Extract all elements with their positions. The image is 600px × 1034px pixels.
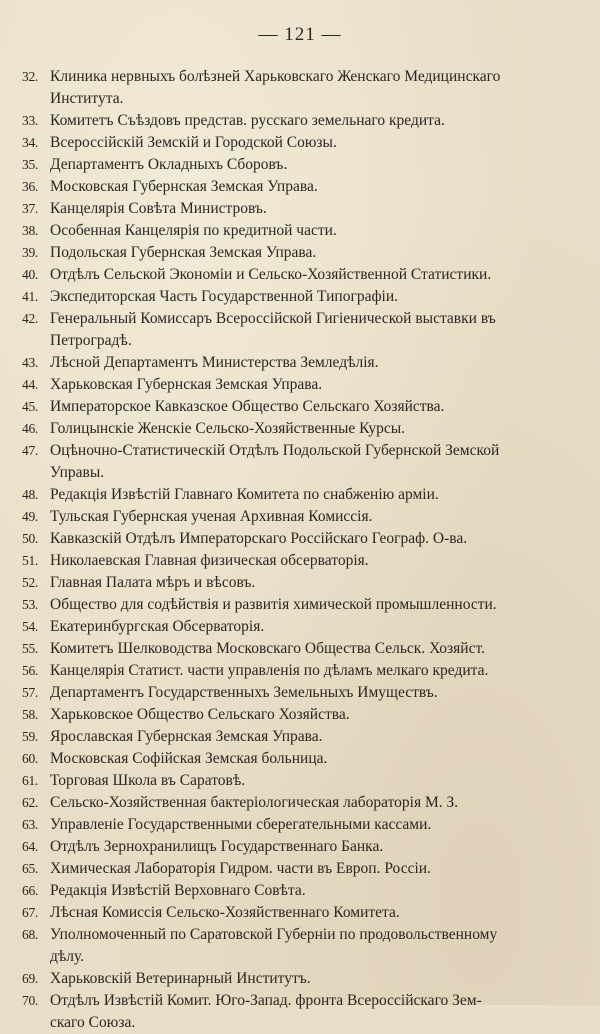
item-number: 68. bbox=[22, 927, 38, 942]
item-number: 62. bbox=[22, 795, 38, 810]
list-item bbox=[22, 924, 568, 968]
item-number: 33. bbox=[22, 113, 38, 128]
list-item bbox=[22, 396, 568, 418]
item-text: Уполномоченный по Саратовской Губерніи по продовольственному дѣлу. bbox=[50, 926, 498, 965]
item-number: 54. bbox=[22, 619, 38, 634]
item-text: Канцелярія Статист. части управленія по дѣламъ мелкаго кредита. bbox=[50, 662, 489, 679]
item-text: Николаевская Главная физическая обсерваторія. bbox=[50, 552, 369, 569]
item-number: 37. bbox=[22, 201, 38, 216]
list-item bbox=[22, 484, 568, 506]
item-text: Кавказскій Отдѣлъ Императорскаго Россійскаго Географ. О-ва. bbox=[50, 530, 468, 547]
item-number: 41. bbox=[22, 289, 38, 304]
list-item bbox=[22, 660, 568, 682]
list-item bbox=[22, 704, 568, 726]
item-text: Лѣсной Департаментъ Министерства Земледѣлія. bbox=[50, 354, 379, 371]
list-item bbox=[22, 176, 568, 198]
list-item bbox=[22, 550, 568, 572]
item-number: 39. bbox=[22, 245, 38, 260]
list-item bbox=[22, 880, 568, 902]
list-item bbox=[22, 418, 568, 440]
list-item bbox=[22, 286, 568, 308]
list-item bbox=[22, 638, 568, 660]
item-text: Химическая Лабораторія Гидром. части въ Европ. Россіи. bbox=[50, 860, 431, 877]
item-text: Всероссійскій Земскій и Городской Союзы. bbox=[50, 134, 337, 151]
list-item bbox=[22, 132, 568, 154]
list-item bbox=[22, 726, 568, 748]
item-text: Ярославская Губернская Земская Управа. bbox=[50, 728, 323, 745]
institution-list bbox=[22, 66, 568, 1034]
list-item bbox=[22, 814, 568, 836]
list-item bbox=[22, 902, 568, 924]
item-text: Харьковское Общество Сельскаго Хозяйства. bbox=[50, 706, 350, 723]
item-number: 63. bbox=[22, 817, 38, 832]
item-text: Общество для содѣйствія и развитія химической промышленности. bbox=[50, 596, 497, 613]
list-item bbox=[22, 858, 568, 880]
item-text: Московская Губернская Земская Управа. bbox=[50, 178, 318, 195]
item-number: 51. bbox=[22, 553, 38, 568]
item-number: 42. bbox=[22, 311, 38, 326]
item-text: Сельско-Хозяйственная бактеріологическая лабораторія М. З. bbox=[50, 794, 459, 811]
item-number: 46. bbox=[22, 421, 38, 436]
item-number: 57. bbox=[22, 685, 38, 700]
item-text: Экспедиторская Часть Государственной Типографіи. bbox=[50, 288, 398, 305]
list-item bbox=[22, 968, 568, 990]
item-number: 58. bbox=[22, 707, 38, 722]
page-number: — 121 — bbox=[258, 24, 342, 45]
item-number: 66. bbox=[22, 883, 38, 898]
item-number: 48. bbox=[22, 487, 38, 502]
item-text: Голицынскіе Женскіе Сельско-Хозяйственные Курсы. bbox=[50, 420, 406, 437]
list-item bbox=[22, 616, 568, 638]
list-item bbox=[22, 682, 568, 704]
item-number: 49. bbox=[22, 509, 38, 524]
item-text: Особенная Канцелярія по кредитной части. bbox=[50, 222, 337, 239]
item-number: 59. bbox=[22, 729, 38, 744]
list-item bbox=[22, 770, 568, 792]
item-number: 47. bbox=[22, 443, 38, 458]
list-item bbox=[22, 110, 568, 132]
item-number: 69. bbox=[22, 971, 38, 986]
item-text: Генеральный Комиссаръ Всероссійской Гигіенической выставки въ Петроградѣ. bbox=[50, 310, 496, 349]
item-text: Харьковскій Ветеринарный Институтъ. bbox=[50, 970, 311, 987]
list-item bbox=[22, 528, 568, 550]
item-text: Подольская Губернская Земская Управа. bbox=[50, 244, 317, 261]
item-text: Московская Софійская Земская больница. bbox=[50, 750, 328, 767]
item-text: Харьковская Губернская Земская Управа. bbox=[50, 376, 323, 393]
item-text: Лѣсная Комиссія Сельско-Хозяйственнаго Комитета. bbox=[50, 904, 400, 921]
list-item bbox=[22, 264, 568, 286]
item-text: Комитетъ Съѣздовъ представ. русскаго земельнаго кредита. bbox=[50, 112, 445, 129]
item-text: Отдѣлъ Сельской Экономіи и Сельско-Хозяйственной Статистики. bbox=[50, 266, 492, 283]
list-item bbox=[22, 506, 568, 528]
item-text: Отдѣлъ Извѣстій Комит. Юго-Запад. фронта Всероссійскаго Зем- скаго Союза. bbox=[50, 992, 482, 1031]
item-number: 53. bbox=[22, 597, 38, 612]
item-number: 32. bbox=[22, 69, 38, 84]
list-item bbox=[22, 594, 568, 616]
list-item bbox=[22, 792, 568, 814]
list-item bbox=[22, 220, 568, 242]
list-item bbox=[22, 154, 568, 176]
list-item bbox=[22, 198, 568, 220]
item-text: Тульская Губернская ученая Архивная Комиссія. bbox=[50, 508, 373, 525]
item-number: 60. bbox=[22, 751, 38, 766]
item-number: 50. bbox=[22, 531, 38, 546]
item-number: 43. bbox=[22, 355, 38, 370]
item-text: Департаментъ Окладныхъ Сборовъ. bbox=[50, 156, 288, 173]
item-text: Комитетъ Шелководства Московскаго Общества Сельск. Хозяйст. bbox=[50, 640, 485, 657]
list-item bbox=[22, 748, 568, 770]
item-number: 34. bbox=[22, 135, 38, 150]
item-number: 61. bbox=[22, 773, 38, 788]
item-text: Клиника нервныхъ болѣзней Харьковскаго Женскаго Медицинскаго Института. bbox=[50, 68, 501, 107]
item-number: 45. bbox=[22, 399, 38, 414]
item-text: Отдѣлъ Зернохранилищъ Государственнаго Банка. bbox=[50, 838, 384, 855]
list-item bbox=[22, 836, 568, 858]
item-number: 52. bbox=[22, 575, 38, 590]
item-number: 70. bbox=[22, 993, 38, 1008]
list-item bbox=[22, 440, 568, 484]
item-text: Торговая Школа въ Саратовѣ. bbox=[50, 772, 246, 789]
item-text: Редакція Извѣстій Главнаго Комитета по снабженію арміи. bbox=[50, 486, 439, 503]
item-text: Оцѣночно-Статистическій Отдѣлъ Подольской Губернской Земской Управы. bbox=[50, 442, 500, 481]
item-text: Екатеринбургская Обсерваторія. bbox=[50, 618, 265, 635]
list-item bbox=[22, 352, 568, 374]
item-number: 55. bbox=[22, 641, 38, 656]
item-text: Департаментъ Государственныхъ Земельныхъ Имуществъ. bbox=[50, 684, 438, 701]
list-item bbox=[22, 990, 568, 1034]
item-text: Главная Палата мѣръ и вѣсовъ. bbox=[50, 574, 256, 591]
item-number: 64. bbox=[22, 839, 38, 854]
list-item bbox=[22, 572, 568, 594]
item-text: Управленіе Государственными сберегательными кассами. bbox=[50, 816, 432, 833]
item-number: 40. bbox=[22, 267, 38, 282]
item-number: 44. bbox=[22, 377, 38, 392]
item-number: 35. bbox=[22, 157, 38, 172]
list-item bbox=[22, 242, 568, 264]
list-item bbox=[22, 374, 568, 396]
item-text: Канцелярія Совѣта Министровъ. bbox=[50, 200, 267, 217]
item-text: Редакція Извѣстій Верховнаго Совѣта. bbox=[50, 882, 306, 899]
item-number: 38. bbox=[22, 223, 38, 238]
item-number: 65. bbox=[22, 861, 38, 876]
item-text: Императорское Кавказское Общество Сельскаго Хозяйства. bbox=[50, 398, 445, 415]
item-number: 56. bbox=[22, 663, 38, 678]
list-item bbox=[22, 66, 568, 110]
item-number: 67. bbox=[22, 905, 38, 920]
list-item bbox=[22, 308, 568, 352]
item-number: 36. bbox=[22, 179, 38, 194]
